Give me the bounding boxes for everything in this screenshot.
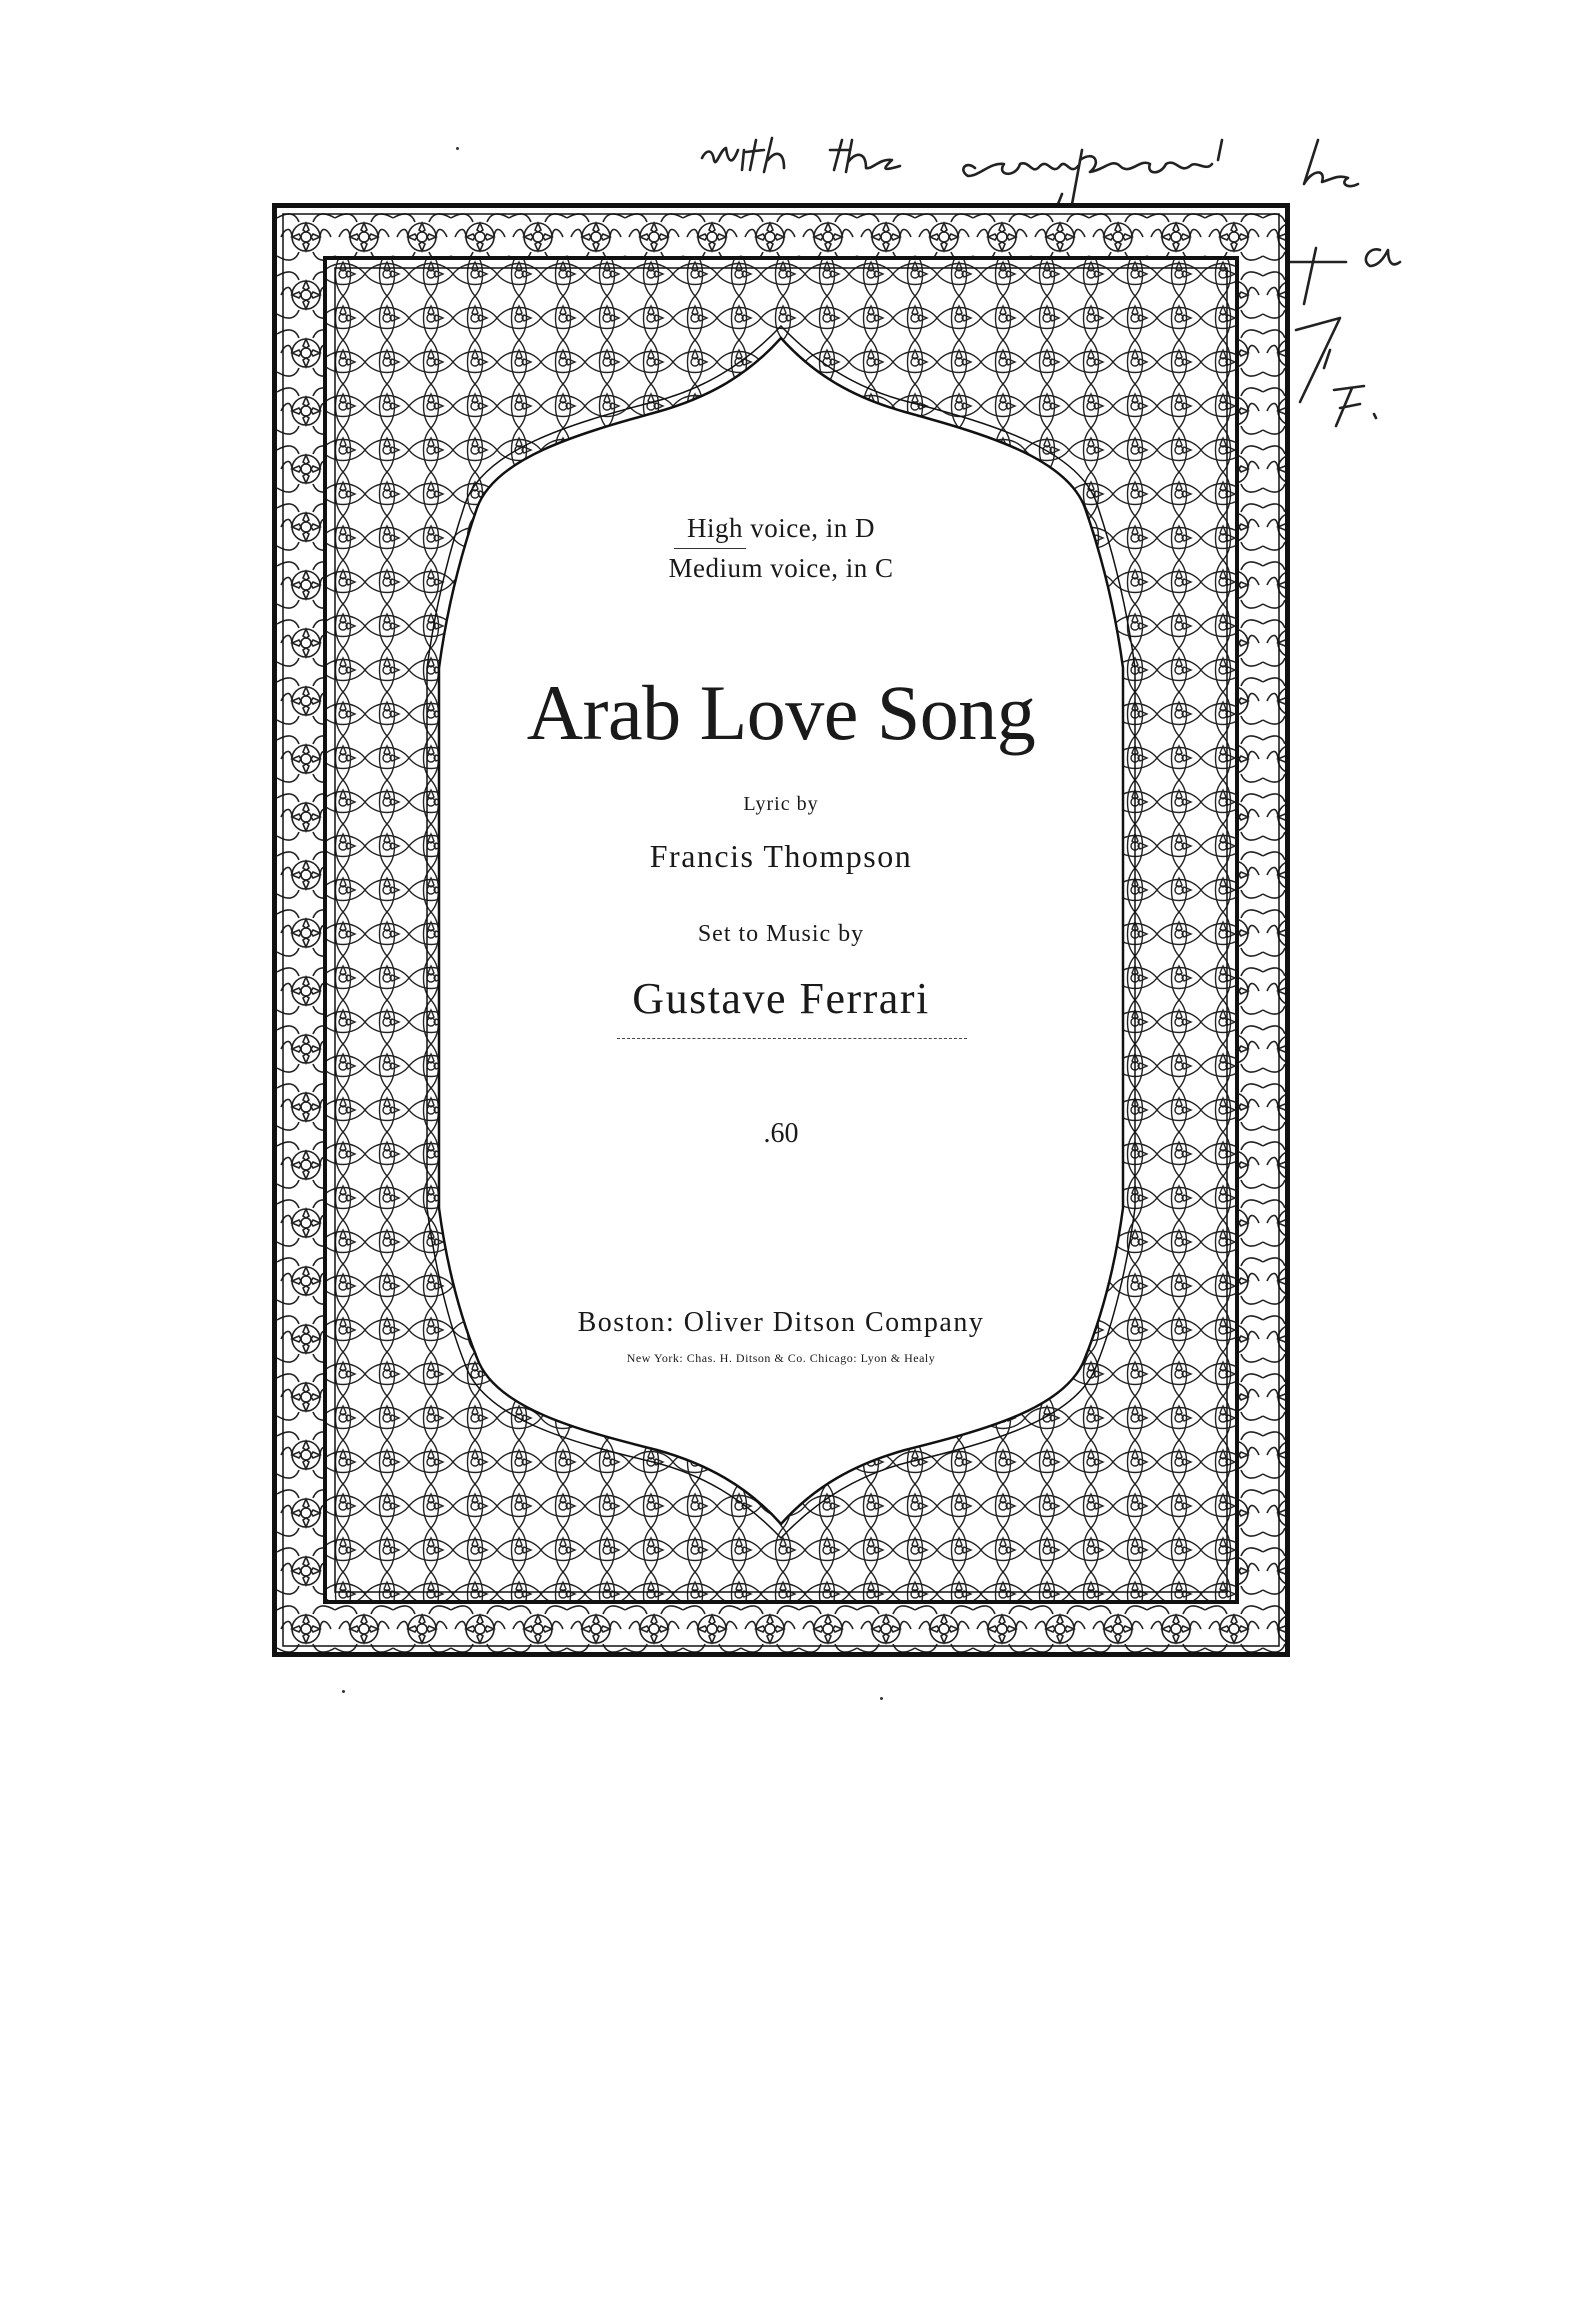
sheet-music-cover	[272, 203, 1290, 1657]
music-by-label: Set to Music by	[697, 921, 865, 947]
voice-medium-label: Medium voice, in C	[668, 553, 894, 583]
composer-name: Gustave Ferrari	[632, 974, 930, 1023]
composer-rule	[617, 1038, 967, 1039]
publisher-label: Boston: Oliver Ditson Company	[577, 1307, 985, 1338]
voice-high-label: High voice, in D	[687, 513, 875, 543]
lyric-by-label: Lyric by	[743, 793, 819, 815]
ink-speck	[456, 147, 459, 150]
ink-speck	[880, 1697, 883, 1700]
agents-label: New York: Chas. H. Ditson & Co. Chicago: Lyon & Healy	[626, 1351, 936, 1365]
ink-speck	[342, 1690, 345, 1693]
lyricist-name: Francis Thompson	[649, 838, 913, 874]
song-title: Arab Love Song	[526, 669, 1036, 756]
handwritten-underline	[674, 548, 746, 549]
price-label: .60	[763, 1118, 799, 1149]
